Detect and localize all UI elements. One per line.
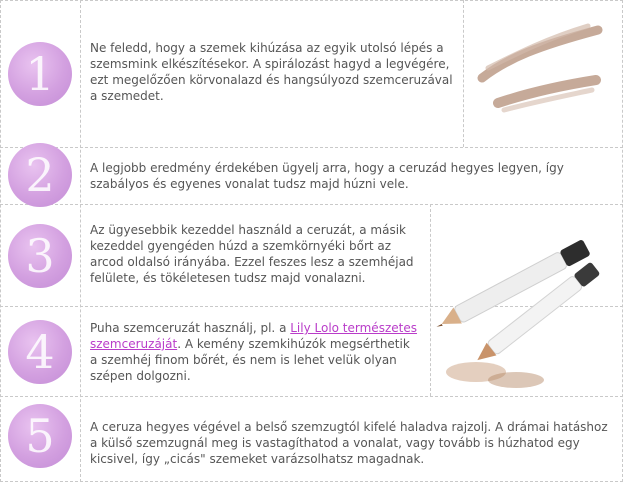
step-text-4 xyxy=(90,320,420,384)
step-text-5: A ceruza hegyes végével a belső szemzugtól kifelé haladva rajzolj. A drámai hatáshoz a külső szemzugnál meg is vastagíthatod a vonalat, vagy tovább is húzhatod egy kicsivel, így „cicás" szemeket varázsolhatsz magadnak. xyxy=(90,420,608,466)
step-text-3: Az ügyesebbik kezeddel használd a ceruzát, a másik kezeddel gyengéden húzd a szemkörnyéki bőrt az arcod oldalsó irányába. Ezzel feszes lesz a szemhéjad felülete, és tökéletesen tudsz majd vonalazni. xyxy=(90,223,414,285)
step-text-4-before: Puha szemceruzát használj, pl. a xyxy=(90,321,291,335)
eyeliner-pencil-image xyxy=(436,212,616,392)
step-text-1: Ne feledd, hogy a szemek kihúzása az egyik utolsó lépés a szemsmink elkészítésekor. A spirálozást hagyd a legvégére, ezt megelőzően körvonalazd és hangsúlyozd szemceruzával a szemedet. xyxy=(90,41,453,103)
column-divider xyxy=(463,0,464,147)
step-number-3: 3 xyxy=(8,224,72,288)
step-number-4: 4 xyxy=(8,320,72,384)
step-number-5: 5 xyxy=(8,404,72,468)
step-number-2: 2 xyxy=(8,143,72,207)
pencil-swatch-image xyxy=(468,8,616,140)
row-divider xyxy=(0,396,623,397)
column-divider xyxy=(80,0,81,482)
row-divider xyxy=(0,147,623,148)
column-divider xyxy=(430,204,431,396)
step-text-4-after: . A kemény szemkihúzók megsérthetik a szemhéj finom bőrét, és nem is lehet velük olyan szépen dolgozni. xyxy=(90,337,410,383)
step-number-1: 1 xyxy=(8,42,72,106)
step-text-2: A legjobb eredmény érdekében ügyelj arra, hogy a ceruzád hegyes legyen, így szabályos és egyenes vonalat tudsz majd húzni vele. xyxy=(90,161,564,191)
row-divider xyxy=(0,204,623,205)
product-link[interactable]: Lily Lolo természetes szemceruzáját xyxy=(90,321,417,351)
